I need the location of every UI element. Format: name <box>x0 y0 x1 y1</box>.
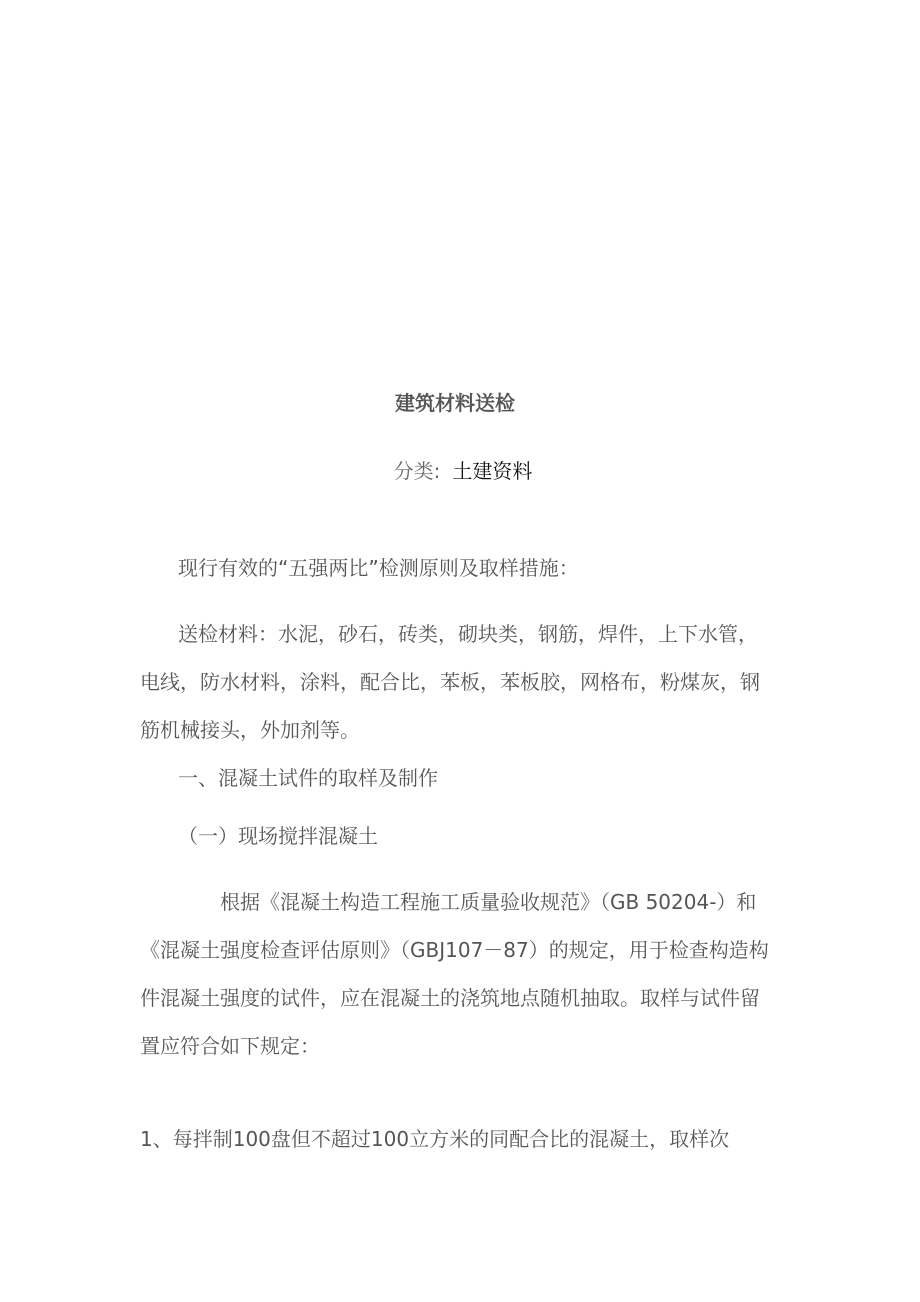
category-line <box>0 456 920 486</box>
subsection-heading-site-mixed: （一）现场搅拌混凝土 <box>178 824 378 848</box>
paragraph-regulation: 根据《混凝土构造工程施工质量验收规范》（GB 50204-）和《混凝土强度检查评估原则》（GBJ107－87）的规定，用于检查构造构件混凝土强度的试件，应在混凝土的浇筑地点随机抽取。取样与试件留置应符合如下规定： <box>140 890 769 1058</box>
category-label: 分类: <box>393 459 441 483</box>
paragraph-materials: 送检材料：水泥，砂石，砖类，砌块类，钢筋，焊件，上下水管，电线，防水材料，涂料，配合比，苯板，苯板胶，网格布，粉煤灰，钢筋机械接头，外加剂等。 <box>140 622 760 742</box>
category-value: 土建资料 <box>452 459 533 483</box>
document-title: 建筑材料送检 <box>395 391 515 415</box>
paragraph-intro: 现行有效的“五强两比”检测原则及取样措施： <box>178 556 579 580</box>
section-heading-concrete: 一、混凝土试件的取样及制作 <box>178 766 438 790</box>
list-item-1: 1、每拌制100盘但不超过100立方米的同配合比的混凝土，取样次 <box>140 1127 730 1151</box>
